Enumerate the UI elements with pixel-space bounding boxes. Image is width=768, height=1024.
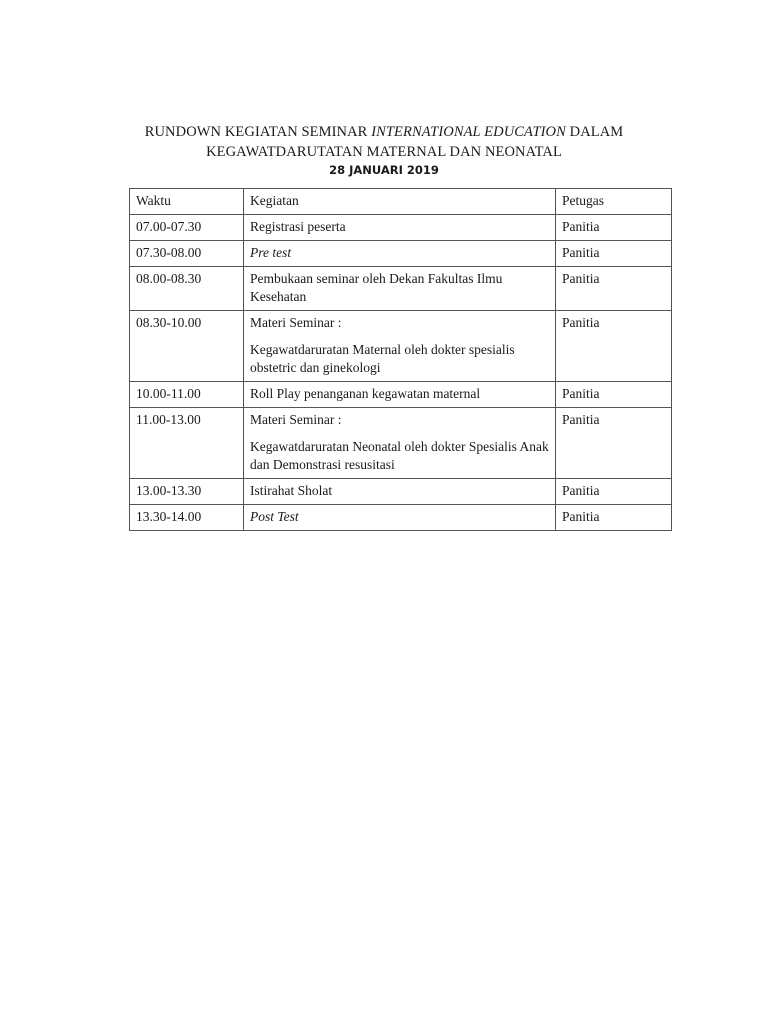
cell-time: 07.30-08.00 bbox=[130, 241, 244, 267]
cell-activity bbox=[244, 408, 556, 479]
activity-heading: Materi Seminar : bbox=[250, 315, 342, 330]
cell-officer: Panitia bbox=[556, 241, 672, 267]
cell-officer: Panitia bbox=[556, 479, 672, 505]
table-row bbox=[130, 382, 672, 408]
cell-officer: Panitia bbox=[556, 215, 672, 241]
document-title bbox=[100, 122, 668, 162]
header-officer: Petugas bbox=[556, 189, 672, 215]
activity-detail: Kegawatdaruratan Maternal oleh dokter spesialis obstetric dan ginekologi bbox=[250, 342, 515, 375]
activity-heading: Materi Seminar : bbox=[250, 412, 342, 427]
cell-officer: Panitia bbox=[556, 408, 672, 479]
cell-officer: Panitia bbox=[556, 382, 672, 408]
table-row bbox=[130, 215, 672, 241]
cell-officer: Panitia bbox=[556, 505, 672, 531]
cell-activity: Roll Play penanganan kegawatan maternal bbox=[244, 382, 556, 408]
table-row bbox=[130, 241, 672, 267]
cell-time: 08.30-10.00 bbox=[130, 311, 244, 382]
cell-time: 11.00-13.00 bbox=[130, 408, 244, 479]
cell-time: 07.00-07.30 bbox=[130, 215, 244, 241]
header-time: Waktu bbox=[130, 189, 244, 215]
cell-officer: Panitia bbox=[556, 311, 672, 382]
title-prefix: RUNDOWN KEGIATAN SEMINAR bbox=[144, 124, 372, 140]
cell-time: 13.00-13.30 bbox=[130, 479, 244, 505]
table-row bbox=[130, 505, 672, 531]
rundown-table bbox=[129, 188, 672, 531]
table-row bbox=[130, 311, 672, 382]
cell-time: 10.00-11.00 bbox=[130, 382, 244, 408]
cell-activity: Registrasi peserta bbox=[244, 215, 556, 241]
document-date: 28 JANUARI 2019 bbox=[329, 163, 439, 177]
cell-activity: Istirahat Sholat bbox=[244, 479, 556, 505]
cell-activity bbox=[244, 311, 556, 382]
cell-officer: Panitia bbox=[556, 267, 672, 311]
table-row bbox=[130, 479, 672, 505]
activity-detail: Kegawatdaruratan Neonatal oleh dokter Spesialis Anak dan Demonstrasi resusitasi bbox=[250, 439, 549, 472]
cell-activity: Pembukaan seminar oleh Dekan Fakultas Ilmu Kesehatan bbox=[244, 267, 556, 311]
cell-time: 08.00-08.30 bbox=[130, 267, 244, 311]
cell-activity: Post Test bbox=[244, 505, 556, 531]
cell-activity: Pre test bbox=[244, 241, 556, 267]
table-row bbox=[130, 267, 672, 311]
table-row bbox=[130, 408, 672, 479]
title-italic: INTERNATIONAL EDUCATION bbox=[371, 124, 566, 140]
cell-time: 13.30-14.00 bbox=[130, 505, 244, 531]
title-line2: KEGAWATDARUTATAN MATERNAL DAN NEONATAL bbox=[206, 144, 562, 160]
title-suffix: DALAM bbox=[565, 124, 624, 140]
header-activity: Kegiatan bbox=[244, 189, 556, 215]
table-header-row bbox=[130, 189, 672, 215]
